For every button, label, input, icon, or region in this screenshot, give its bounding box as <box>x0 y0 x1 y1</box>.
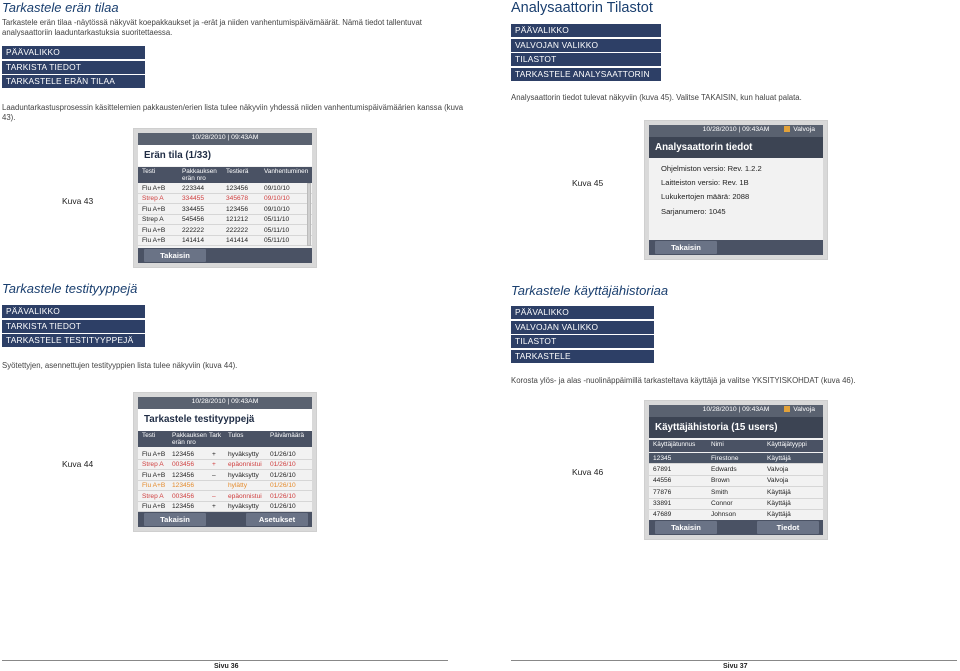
table-cell: 003456 <box>172 461 195 468</box>
table-cell: 334455 <box>182 195 205 202</box>
table-cell: 01/26/10 <box>270 461 296 468</box>
table-cell: 33891 <box>653 500 672 508</box>
table-cell: Flu A+B <box>142 482 166 489</box>
screen-footer <box>138 248 312 263</box>
path-item: TARKISTA TIEDOT <box>2 61 145 74</box>
table-cell: 01/26/10 <box>270 482 296 489</box>
user-role: Valvoja <box>793 406 815 413</box>
column-header: Käyttäjätyyppi <box>767 441 807 448</box>
details-button[interactable]: Tiedot <box>757 521 819 534</box>
table-cell: 141414 <box>226 237 249 244</box>
screen-title: Analysaattorin tiedot <box>649 137 823 158</box>
scrollbar[interactable] <box>307 183 311 246</box>
table-cell: hyväksytty <box>228 471 259 479</box>
table-cell: 003456 <box>172 492 195 500</box>
table-row[interactable] <box>649 487 823 498</box>
datetime: 10/28/2010 | 09:43AM <box>191 398 259 405</box>
info-hardware-version: Laitteiston versio: Rev. 1B <box>661 178 749 187</box>
column-header: Päivämäärä <box>270 432 305 439</box>
table-cell: Flu A+B <box>142 503 166 510</box>
table-cell: Brown <box>711 477 730 485</box>
table-cell: 345678 <box>226 195 249 202</box>
table-cell: Valvoja <box>767 465 789 473</box>
table-row[interactable] <box>649 464 823 475</box>
page-number-right: Sivu 37 <box>723 663 748 670</box>
figure-label: Kuva 46 <box>572 467 604 477</box>
info-software-version: Ohjelmiston versio: Rev. 1.2.2 <box>661 164 762 173</box>
figure-label: Kuva 44 <box>62 459 94 469</box>
table-row[interactable] <box>138 470 312 481</box>
table-cell: 44556 <box>653 477 672 485</box>
table-cell: 545456 <box>182 216 205 223</box>
table-cell: 223344 <box>182 184 205 192</box>
key-icon <box>784 406 790 412</box>
path-item: TARKASTELE ANALYSAATTORIN TIETOJA <box>511 68 661 81</box>
table-row[interactable] <box>138 449 312 460</box>
table-cell: 05/11/10 <box>264 226 290 234</box>
table-body <box>649 453 823 521</box>
table-cell: 01/26/10 <box>270 503 296 510</box>
table-cell: + <box>212 450 216 458</box>
table-row[interactable] <box>138 204 312 215</box>
menu-path <box>511 306 654 374</box>
table-cell: Flu A+B <box>142 471 166 479</box>
description: Analysaattorin tiedot tulevat näkyviin (kuva 45). Valitse TAKAISIN, kun haluat palata. <box>511 93 802 102</box>
table-cell: 123456 <box>172 503 195 510</box>
table-cell: + <box>212 461 216 468</box>
table-cell: hylätty <box>228 482 248 489</box>
table-cell: Strep A <box>142 461 164 468</box>
path-item: TILASTOT <box>511 335 654 348</box>
table-cell: Edwards <box>711 465 737 473</box>
table-row[interactable] <box>138 183 312 194</box>
table-cell: 123456 <box>226 205 249 213</box>
table-cell: Flu A+B <box>142 184 166 192</box>
column-header: Tark <box>209 432 222 439</box>
table-cell: 222222 <box>226 226 249 234</box>
path-item: PÄÄVALIKKO <box>511 306 654 319</box>
figure-label: Kuva 43 <box>62 196 94 206</box>
status-bar <box>649 405 823 417</box>
table-cell: 222222 <box>182 226 205 234</box>
path-item: TILASTOT <box>511 53 661 66</box>
path-item: PÄÄVALIKKO <box>2 46 145 59</box>
datetime: 10/28/2010 | 09:43AM <box>702 126 770 133</box>
table-cell: 123456 <box>172 482 195 489</box>
screen-title: Erän tila (1/33) <box>138 145 312 166</box>
status-bar <box>649 125 823 137</box>
menu-path <box>2 46 145 90</box>
column-header: Pakkauksen erän nro <box>172 432 207 446</box>
table-cell: 12345 <box>653 454 672 462</box>
section-title-analyzer-stats: Analysaattorin Tilastot <box>511 0 653 16</box>
column-header: Pakkauksen erän nro <box>182 168 217 182</box>
datetime: 10/28/2010 | 09:43AM <box>702 406 770 413</box>
table-cell: 47689 <box>653 511 672 519</box>
table-cell: Firestone <box>711 454 739 462</box>
table-cell: 05/11/10 <box>264 237 290 244</box>
table-cell: 141414 <box>182 237 205 244</box>
page-number-left: Sivu 36 <box>214 663 239 670</box>
back-button[interactable]: Takaisin <box>144 249 206 262</box>
table-cell: Flu A+B <box>142 237 166 244</box>
status-bar <box>138 133 312 145</box>
description: Korosta ylös- ja alas -nuolinäppäimillä tarkasteltava käyttäjä ja valitse YKSITYISKOHDAT (kuva 46). <box>511 376 856 385</box>
table-cell: – <box>212 471 216 479</box>
table-cell: + <box>212 503 216 510</box>
device-screen-analyzer-info <box>644 120 828 260</box>
info-read-count: Lukukertojen määrä: 2088 <box>661 192 750 201</box>
table-row[interactable] <box>138 460 312 471</box>
table-row[interactable] <box>138 236 312 247</box>
table-row[interactable] <box>138 491 312 502</box>
key-icon <box>784 126 790 132</box>
table-cell: Flu A+B <box>142 450 166 458</box>
column-header: Vanhentuminen <box>264 168 309 175</box>
description: Syötettyjen, asennettujen testityyppien lista tulee näkyviin (kuva 44). <box>2 361 238 370</box>
table-cell: 05/11/10 <box>264 216 290 223</box>
table-cell: 334455 <box>182 205 205 213</box>
table-cell: 121212 <box>226 216 249 223</box>
column-header: Testierä <box>226 168 249 175</box>
table-row[interactable] <box>138 225 312 236</box>
device-screen-batch-status <box>133 128 317 268</box>
menu-path <box>2 305 145 349</box>
table-body <box>138 183 312 246</box>
table-body <box>138 449 312 512</box>
table-row[interactable] <box>138 194 312 205</box>
back-button[interactable]: Takaisin <box>655 241 717 254</box>
column-header: Nimi <box>711 441 724 448</box>
table-cell: Johnson <box>711 511 736 519</box>
back-button[interactable]: Takaisin <box>144 513 206 526</box>
table-cell: Flu A+B <box>142 226 166 234</box>
table-cell: 123456 <box>172 471 195 479</box>
screen-footer <box>138 512 312 527</box>
path-item: TARKASTELE TESTITYYPPEJÄ <box>2 334 145 347</box>
table-row[interactable] <box>138 502 312 513</box>
table-row[interactable] <box>649 476 823 487</box>
path-item: TARKASTELE ERÄN TILAA <box>2 75 145 88</box>
user-indicator <box>784 126 815 133</box>
path-item: PÄÄVALIKKO <box>2 305 145 318</box>
table-cell: hyväksytty <box>228 450 259 458</box>
device-screen-user-history <box>644 400 828 540</box>
table-cell: Strep A <box>142 195 164 202</box>
table-cell: Strep A <box>142 216 164 223</box>
table-cell: Valvoja <box>767 477 789 485</box>
back-button[interactable]: Takaisin <box>655 521 717 534</box>
table-cell: epäonnistui <box>228 492 262 500</box>
table-cell: hyväksytty <box>228 503 259 510</box>
table-cell: Käyttäjä <box>767 511 791 519</box>
figure-label: Kuva 45 <box>572 178 604 188</box>
table-header <box>138 167 312 183</box>
table-cell: 09/10/10 <box>264 195 290 202</box>
column-header: Käyttäjätunnus <box>653 441 696 448</box>
path-item: VALVOJAN VALIKKO <box>511 39 661 52</box>
section-title-test-types: Tarkastele testityyppejä <box>2 281 138 296</box>
screen-footer <box>649 240 823 255</box>
table-cell: Käyttäjä <box>767 500 791 508</box>
device-screen-test-types <box>133 392 317 532</box>
info-serial-number: Sarjanumero: 1045 <box>661 207 726 216</box>
user-indicator <box>784 406 815 413</box>
datetime: 10/28/2010 | 09:43AM <box>191 134 259 141</box>
path-item: TARKISTA TIEDOT <box>2 320 145 333</box>
table-cell: Käyttäjä <box>767 488 791 496</box>
table-cell: 77876 <box>653 488 672 496</box>
footer-rule <box>511 660 957 661</box>
table-cell: Smith <box>711 488 728 496</box>
screen-title: Käyttäjähistoria (15 users) <box>649 417 823 438</box>
table-cell: Käyttäjä <box>767 454 791 462</box>
table-header <box>138 431 312 447</box>
status-bar <box>138 397 312 409</box>
column-header: Testi <box>142 168 156 175</box>
screen-footer <box>649 520 823 535</box>
table-cell: 01/26/10 <box>270 492 296 500</box>
table-cell: 09/10/10 <box>264 184 290 192</box>
table-cell: 01/26/10 <box>270 450 296 458</box>
table-header <box>649 440 823 452</box>
column-header: Testi <box>142 432 156 439</box>
table-cell: 01/26/10 <box>270 471 296 479</box>
table-cell: Connor <box>711 500 733 508</box>
table-cell: 09/10/10 <box>264 205 290 213</box>
table-row[interactable] <box>649 499 823 510</box>
table-row[interactable] <box>138 215 312 226</box>
path-item: PÄÄVALIKKO <box>511 24 661 37</box>
table-row-selected[interactable] <box>649 453 823 464</box>
intro-text: Tarkastele erän tilaa -näytössä näkyvät koepakkaukset ja -erät ja niiden vanhentumispäivämäärät. Nämä tiedot tallentuvat analysaattoriin laaduntarkastuksia suoritettaessa. <box>2 18 422 37</box>
path-item: TARKASTELE KÄYTTÄJÄHISTORIAA <box>511 350 654 363</box>
table-cell: 123456 <box>226 184 249 192</box>
table-cell: Flu A+B <box>142 205 166 213</box>
description: Laaduntarkastusprosessin käsittelemien pakkausten/erien lista tulee näkyviin yhdessä niiden vanhentumispäivämäärien kanssa (kuva 43). <box>2 103 464 122</box>
user-role: Valvoja <box>793 126 815 133</box>
section-title-user-history: Tarkastele käyttäjähistoriaa <box>511 283 669 298</box>
table-cell: Strep A <box>142 492 164 500</box>
table-cell: 67891 <box>653 465 672 473</box>
path-item: VALVOJAN VALIKKO <box>511 321 654 334</box>
settings-button[interactable]: Asetukset <box>246 513 308 526</box>
table-cell: epäonnistui <box>228 461 262 468</box>
column-header: Tulos <box>228 432 244 439</box>
table-cell: 123456 <box>172 450 195 458</box>
menu-path <box>511 24 661 92</box>
section-title-batch-status: Tarkastele erän tilaa <box>2 0 119 15</box>
table-cell: – <box>212 492 216 500</box>
table-row[interactable] <box>138 481 312 492</box>
screen-title: Tarkastele testityyppejä <box>138 409 312 431</box>
footer-rule <box>2 660 448 661</box>
